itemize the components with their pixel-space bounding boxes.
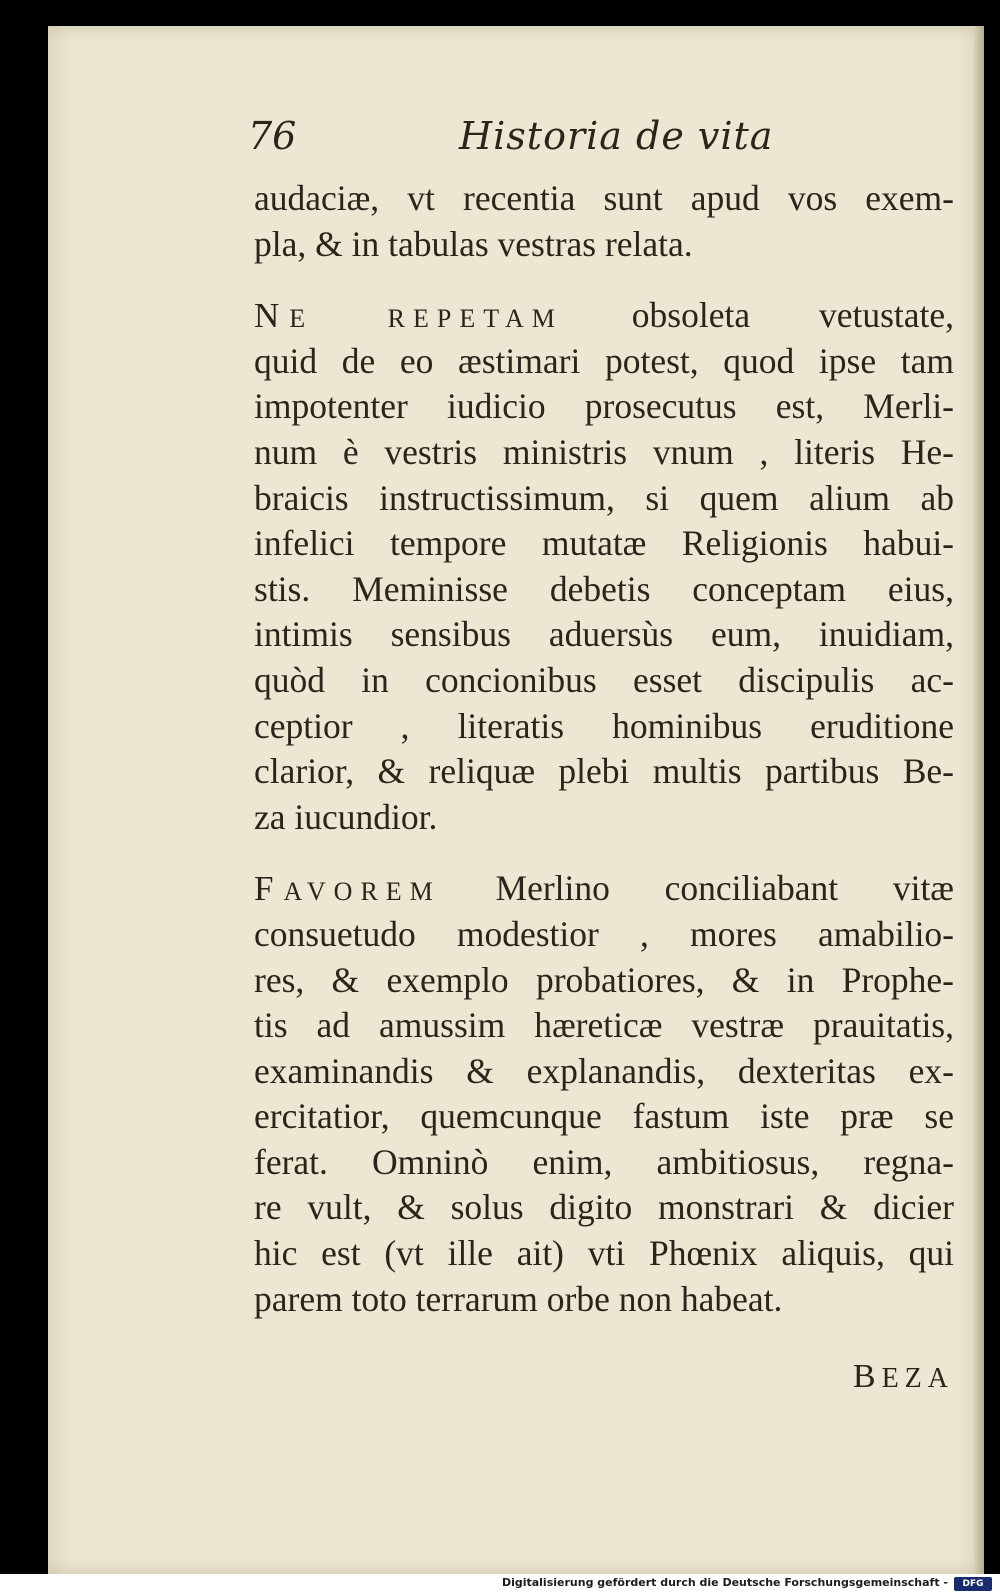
- footer-note: Digitalisierung gefördert durch die Deutsche Forschungsgemeinschaft -: [501, 1576, 948, 1589]
- text-line: infelici tempore mutatæ Religionis habui-: [254, 523, 954, 564]
- text-line: quòd in concionibus esset discipulis ac-: [254, 659, 954, 700]
- text-line: braicis instructissimum, si quem alium ab: [254, 477, 954, 518]
- text-line: pla, & in tabulas vestras relata.: [254, 223, 693, 264]
- text-line: consuetudo modestior , mores amabilio-: [254, 913, 954, 954]
- catchword: [853, 1358, 954, 1396]
- small-caps-lead: [254, 296, 563, 336]
- body-text: [254, 176, 954, 1322]
- page-edge: [974, 26, 984, 1574]
- text-line: num è vestris ministris vnum , literis He-: [254, 431, 954, 472]
- text-line: parem toto terrarum orbe non habeat.: [254, 1278, 783, 1319]
- text-line: [254, 293, 954, 339]
- text-line: audaciæ, vt recentia sunt apud vos exem-: [254, 178, 954, 218]
- lead-initial: N: [254, 296, 290, 336]
- lead-rest: AVOREM: [283, 877, 441, 907]
- text-line: stis. Meminisse debetis conceptam eius,: [254, 568, 954, 609]
- text-line: [254, 866, 954, 912]
- text-line: impotenter iudicio prosecutus est, Merli-: [254, 386, 954, 427]
- lead-initial: F: [254, 869, 284, 909]
- catchword-initial: B: [852, 1358, 882, 1395]
- lead-rest: E REPETAM: [289, 304, 563, 334]
- text-line: intimis sensibus aduersùs eum, inuidiam,: [254, 614, 954, 655]
- text-line: clarior, & reliquæ plebi multis partibus Be-: [254, 751, 954, 792]
- running-title: Historia de vita: [459, 114, 774, 158]
- text-line: ercitatior, quemcunque fastum iste præ se: [254, 1096, 954, 1137]
- book-page: [48, 26, 984, 1574]
- lead-line-text: obsoleta vetustate,: [562, 295, 954, 336]
- text-line: hic est (vt ille ait) vti Phœnix aliquis, qui: [254, 1233, 954, 1274]
- text-line: za iucundior.: [254, 796, 438, 837]
- page-number: 76: [248, 114, 297, 158]
- dfg-logo-icon: DFG: [954, 1577, 992, 1591]
- text-line: re vult, & solus digito monstrari & dicier: [254, 1187, 954, 1228]
- text-line: tis ad amussim hæreticæ vestræ prauitatis,: [254, 1005, 954, 1046]
- text-line: res, & exemplo probatiores, & in Prophe-: [254, 959, 954, 1000]
- text-line: ceptior , literatis hominibus eruditione: [254, 705, 954, 746]
- text-line: quid de eo æstimari potest, quod ipse tam: [254, 340, 954, 381]
- text-line: ferat. Omninò enim, ambitiosus, regna-: [254, 1141, 954, 1182]
- catchword-rest: EZA: [881, 1363, 954, 1394]
- text-line: examinandis & explanandis, dexteritas ex-: [254, 1050, 954, 1091]
- digitization-footer: [0, 1574, 1000, 1594]
- running-head: [248, 114, 948, 164]
- small-caps-lead: [254, 869, 441, 909]
- lead-line-text: Merlino conciliabant vitæ: [440, 868, 954, 909]
